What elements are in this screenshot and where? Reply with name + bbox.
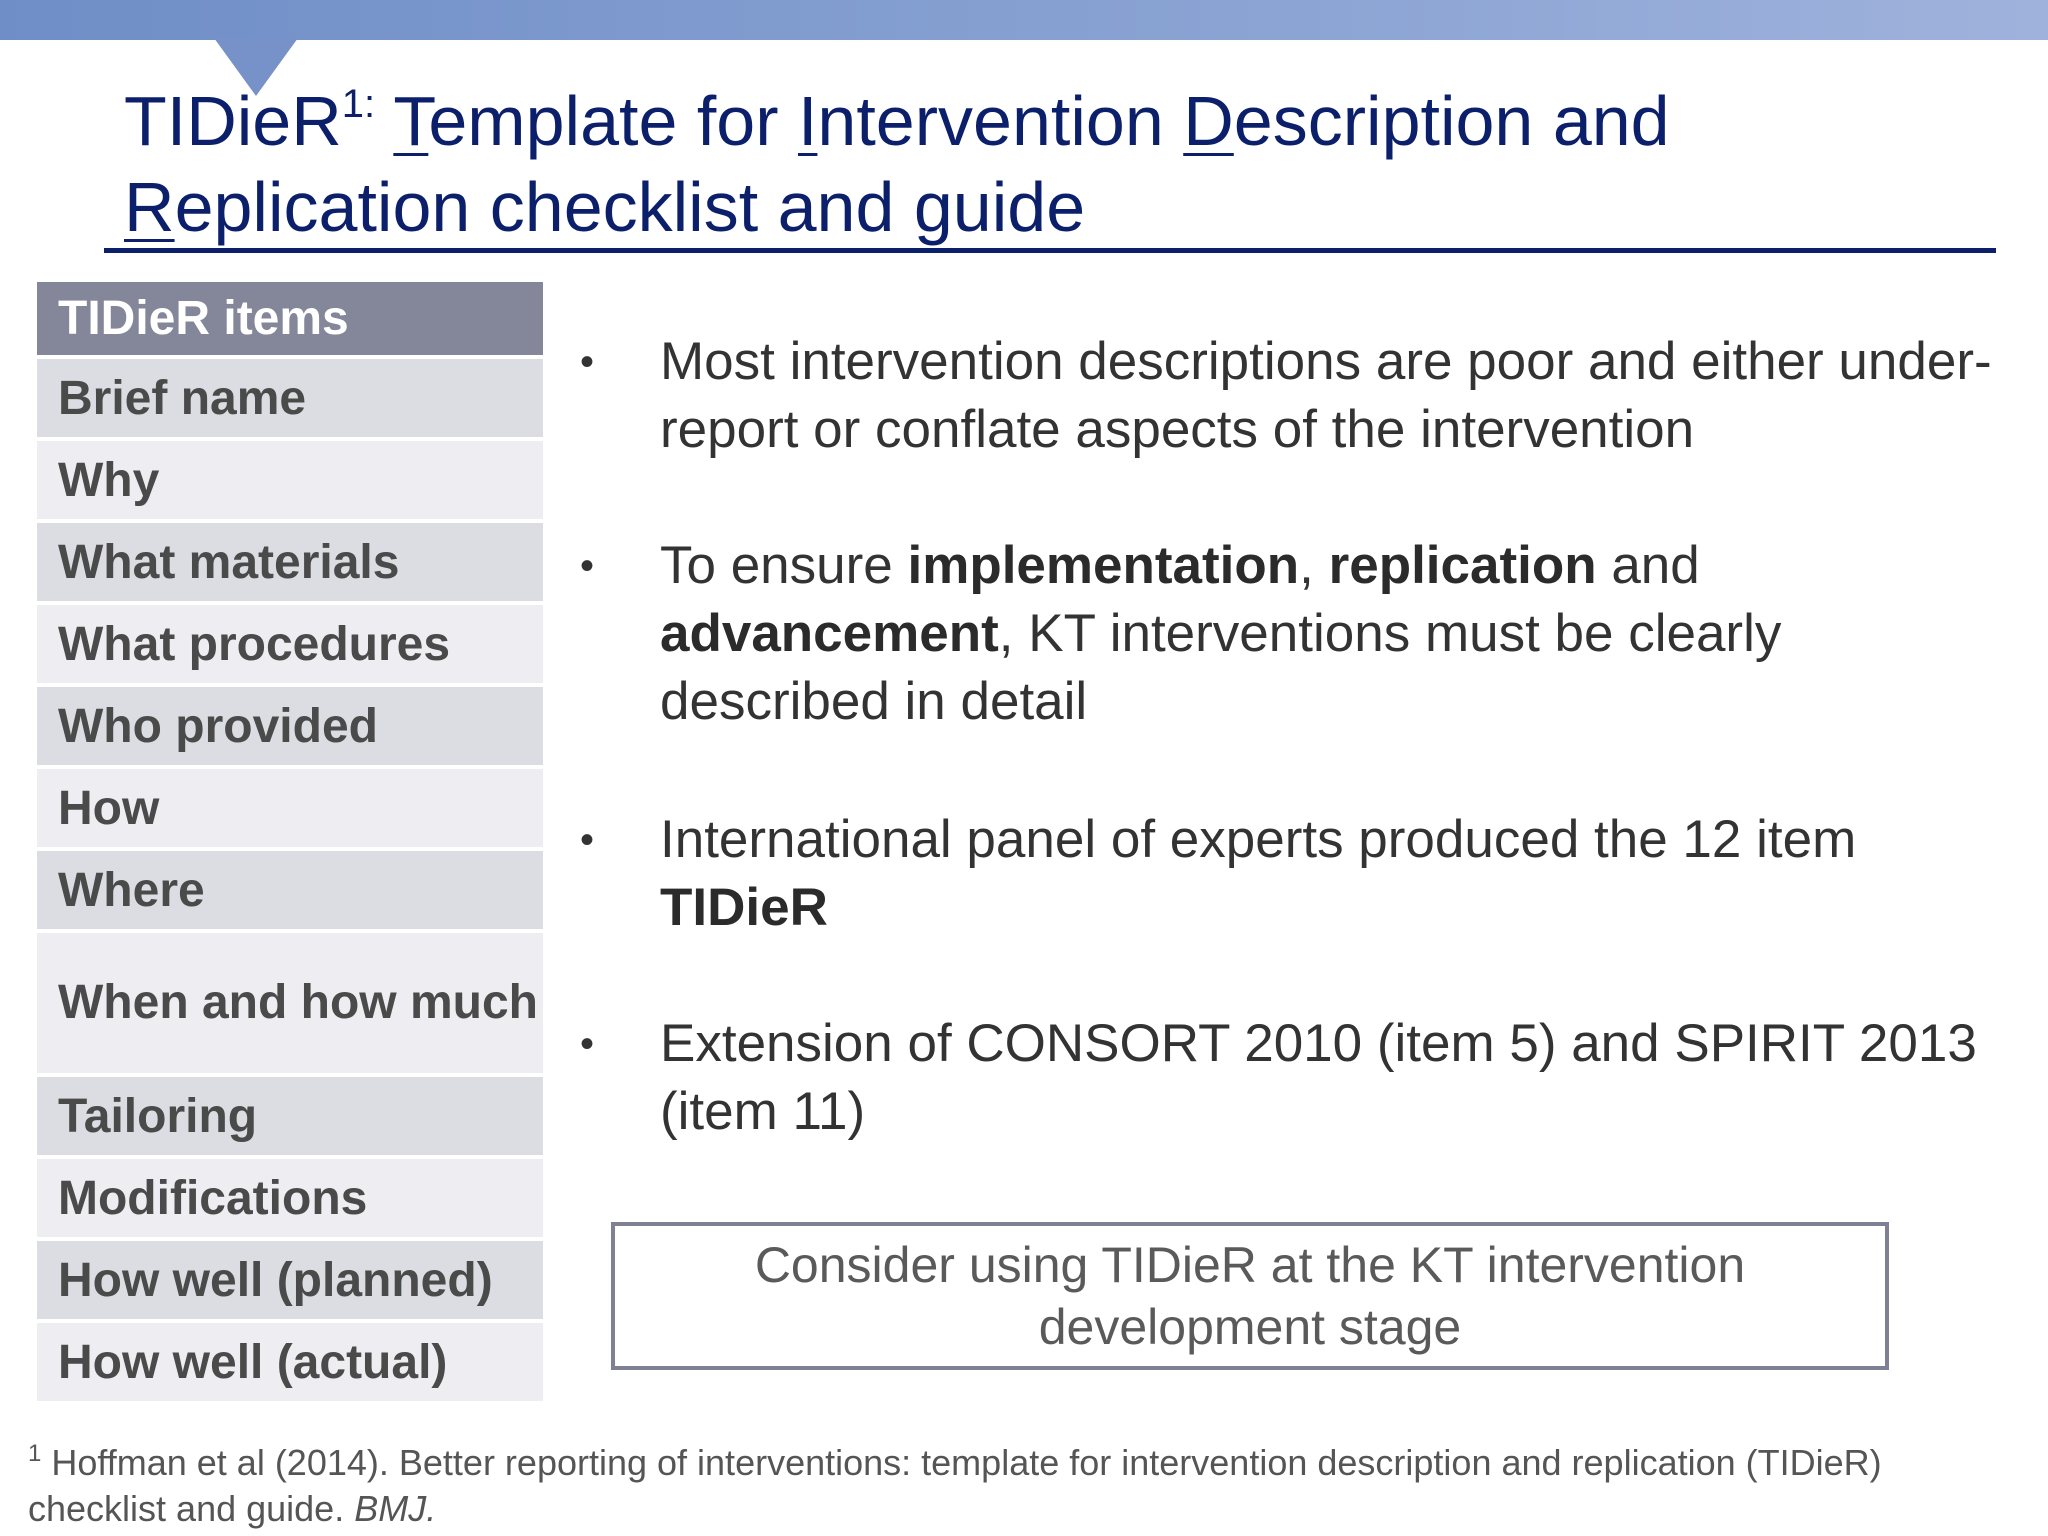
tidier-item: Brief name	[37, 359, 543, 441]
callout-line: Consider using TIDieR at the KT intervention	[754, 1237, 1746, 1293]
title-underline-rule	[104, 248, 1996, 253]
title-superscript: 1:	[341, 82, 376, 126]
bullet-text-bold: replication	[1328, 536, 1597, 595]
bullet-text-part: , KT interventions must be clearly described in detail	[660, 604, 1782, 731]
title-letter-r: R	[124, 168, 175, 246]
bullet-text-part: To ensure	[660, 536, 908, 595]
callout-line: development stage	[1038, 1299, 1462, 1355]
title-letter-t: T	[393, 82, 429, 160]
bullet-dot: •	[580, 340, 595, 384]
tidier-item: Who provided	[37, 687, 543, 769]
tidier-item: Where	[37, 851, 543, 933]
footnote-mark: 1	[28, 1440, 42, 1467]
title-letter-d: D	[1183, 82, 1234, 160]
bullet-dot: •	[580, 1022, 595, 1066]
footnote-journal: BMJ.	[354, 1488, 437, 1529]
tidier-item: When and how much	[37, 933, 543, 1077]
top-banner	[0, 0, 2048, 40]
tidier-item: How well (actual)	[37, 1323, 543, 1405]
footnote	[28, 1440, 2028, 1532]
callout-box	[611, 1222, 1889, 1370]
bullet-text-bold: implementation	[907, 536, 1300, 595]
bullet-text-part: ,	[1299, 536, 1329, 595]
tidier-item: Modifications	[37, 1159, 543, 1241]
title-letter-i: I	[797, 82, 818, 160]
bullet-text: Most intervention descriptions are poor and either under-report or conflate aspects of the intervention	[660, 332, 1992, 459]
slide-title	[124, 78, 2004, 250]
title-t-rest: emplate for	[428, 82, 798, 160]
bullet-dot: •	[580, 544, 595, 588]
title-prefix: TIDieR	[124, 82, 342, 160]
bullet-text-bold: advancement	[660, 604, 999, 663]
bullet-dot: •	[580, 818, 595, 862]
title-d-rest: escription and	[1233, 82, 1670, 160]
bullet-text	[660, 806, 2000, 942]
bullet-text-part: and	[1596, 536, 1700, 595]
bullet-text	[660, 532, 2000, 736]
tidier-item: How well (planned)	[37, 1241, 543, 1323]
tidier-item: What procedures	[37, 605, 543, 687]
bullet-text-bold: TIDieR	[660, 878, 828, 937]
tidier-items-table	[37, 282, 543, 1405]
bullet-text-part: International panel of experts produced the 12 item	[660, 810, 1857, 869]
title-i-rest: ntervention	[817, 82, 1184, 160]
tidier-item: What materials	[37, 523, 543, 605]
tidier-item: How	[37, 769, 543, 851]
tidier-items-header: TIDieR items	[37, 282, 543, 359]
title-r-rest: eplication checklist and guide	[174, 168, 1086, 246]
tidier-item: Tailoring	[37, 1077, 543, 1159]
footnote-text: Hoffman et al (2014). Better reporting of interventions: template for intervention description and replication (TIDieR) checklist and guide.	[28, 1442, 1882, 1529]
bullet-text: Extension of CONSORT 2010 (item 5) and SPIRIT 2013 (item 11)	[660, 1014, 1977, 1141]
tidier-item: Why	[37, 441, 543, 523]
